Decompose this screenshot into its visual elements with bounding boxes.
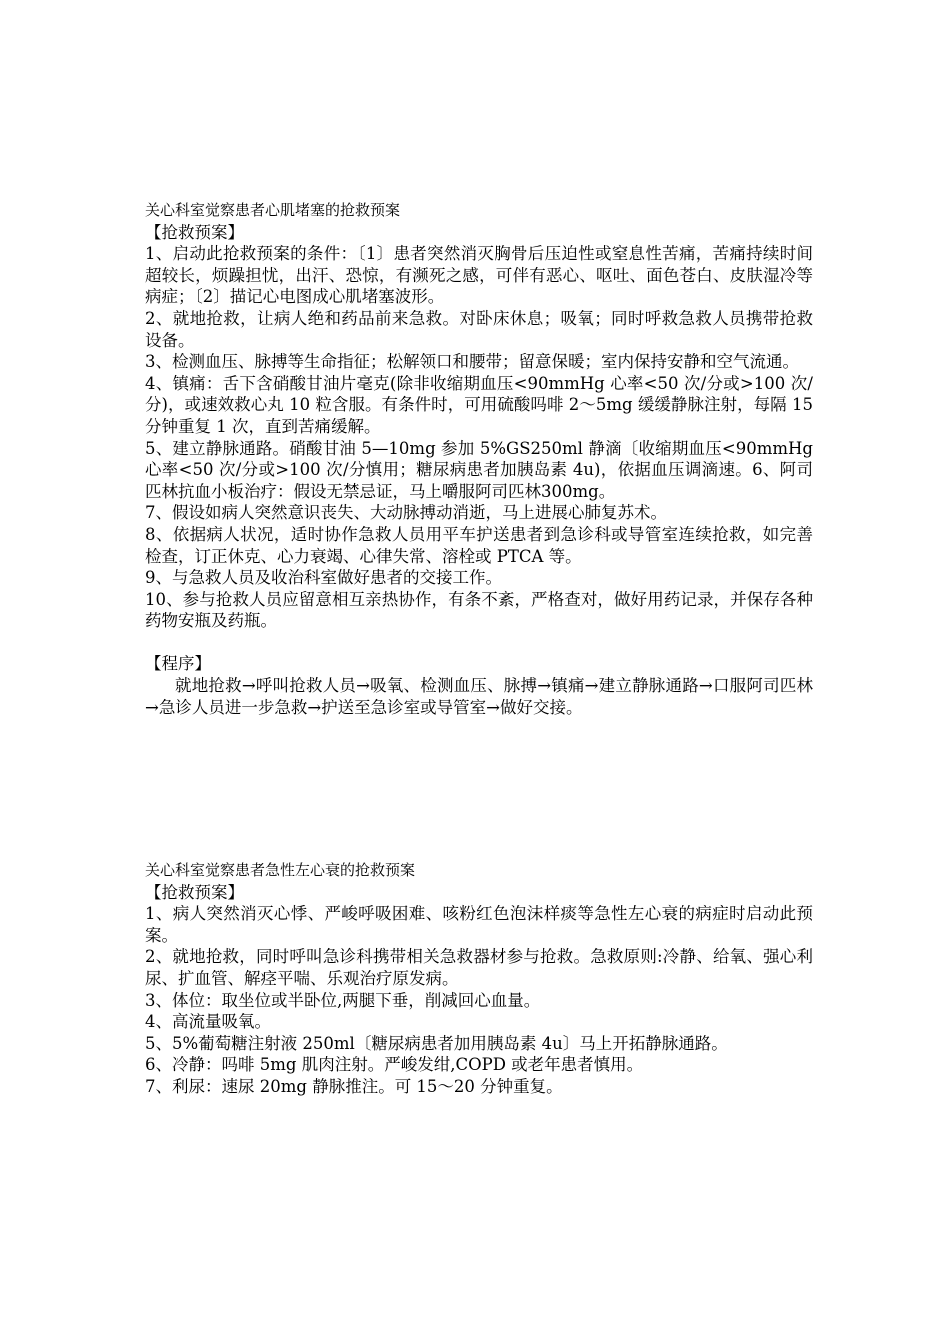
section-heading: 【抢救预案】 [145, 882, 244, 902]
section-title: 关心科室觉察患者急性左心衰的抢救预案 [145, 861, 416, 879]
list-item: 2、就地抢救，同时呼叫急诊科携带相关急救器材参与抢救。急救原则:冷静、给氧、强心利尿、扩血管、解痉平喘、乐观治疗原发病。 [145, 947, 813, 988]
paragraph-spacer [145, 632, 813, 654]
procedure-heading: 【程序】 [145, 654, 211, 674]
list-item: 7、假设如病人突然意识丧失、大动脉搏动消逝，马上进展心肺复苏术。 [145, 503, 667, 523]
list-item: 10、参与抢救人员应留意相互亲热协作，有条不紊，严格查对，做好用药记录，并保存各种药物安瓶及药瓶。 [145, 589, 813, 631]
list-item: 6、冷静：吗啡 5mg 肌肉注射。严峻发绀,COPD 或老年患者慎用。 [145, 1055, 644, 1075]
list-item: 4、镇痛：舌下含硝酸甘油片毫克(除非收缩期血压<90mmHg 心率<50 次/分或>100 次/分)，或速效救心丸 10 粒含服。有条件时，可用硫酸吗啡 2～5mg 缓缓静脉注射，每隔 15 分钟重复 1 次，直到苦痛缓解。 [145, 373, 813, 436]
list-item: 4、高流量吸氧。 [145, 1012, 271, 1032]
list-item: 2、就地抢救，让病人绝和药品前来急救。对卧床休息；吸氧；同时呼救急救人员携带抢救设备。 [145, 308, 813, 350]
list-item: 3、检测血压、脉搏等生命指征；松解领口和腰带；留意保暖；室内保持安静和空气流通。 [145, 352, 799, 372]
list-item: 7、利尿：速尿 20mg 静脉推注。可 15～20 分钟重复。 [145, 1076, 563, 1096]
list-item: 9、与急救人员及收治科室做好患者的交接工作。 [145, 568, 502, 588]
list-item: 1、启动此抢救预案的条件：〔1〕患者突然消灭胸骨后压迫性或窒息性苦痛，苦痛持续时间超较长，烦躁担忧，出汗、恐惊，有濒死之感，可伴有恶心、呕吐、面色苍白、皮肤湿冷等病症；〔2〕描记心电图成心肌堵塞波形。 [145, 244, 813, 307]
list-item: 5、建立静脉通路。硝酸甘油 5—10mg 参加 5%GS250ml 静滴〔收缩期血压<90mmHg 心率<50 次/分或>100 次/分慎用；糖尿病患者加胰岛素 4u)，依据血压调滴速。6、阿司匹林抗血小板治疗：假设无禁忌证，马上嚼服阿司匹林300mg。 [145, 438, 813, 501]
list-item: 5、5%葡萄糖注射液 250ml〔糖尿病患者加用胰岛素 4u〕马上开拓静脉通路。 [145, 1033, 728, 1053]
section-title: 关心科室觉察患者心肌堵塞的抢救预案 [145, 201, 401, 219]
section-acute-heart-failure [145, 860, 813, 1098]
list-item: 3、体位：取坐位或半卧位,两腿下垂，削减回心血量。 [145, 990, 541, 1010]
section-heading: 【抢救预案】 [145, 222, 244, 242]
procedure-text: 就地抢救→呼叫抢救人员→吸氧、检测血压、脉搏→镇痛→建立静脉通路→口服阿司匹林→急诊人员进一步急救→护送至急诊室或导管室→做好交接。 [145, 676, 813, 717]
list-item: 1、病人突然消灭心悸、严峻呼吸困难、咳粉红色泡沫样痰等急性左心衰的病症时启动此预案。 [145, 904, 813, 945]
list-item: 8、依据病人状况，适时协作急救人员用平车护送患者到急诊科或导管室连续抢救，如完善检查，订正休克、心力衰竭、心律失常、溶栓或 PTCA 等。 [145, 524, 813, 566]
section-myocardial-infarction [145, 200, 813, 718]
